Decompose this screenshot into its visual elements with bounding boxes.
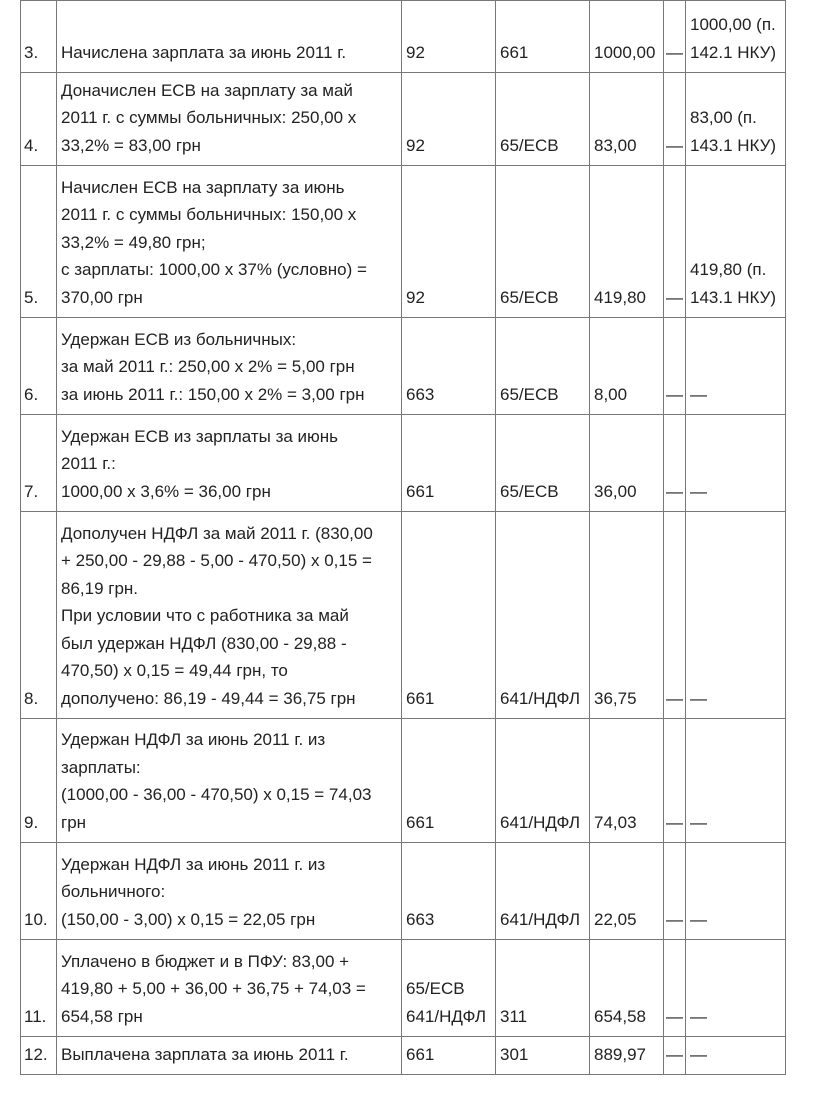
accounting-dash: — [664,318,686,415]
debit-account: 65/ЕСВ 641/НДФЛ [402,940,496,1037]
debit-account: 92 [402,166,496,318]
tax-accounting: — [686,719,786,843]
accounting-entries-table [20,0,786,1075]
debit-account: 661 [402,719,496,843]
table-row [21,512,786,719]
credit-account: 641/НДФЛ [496,719,590,843]
tax-accounting: 419,80 (п. 143.1 НКУ) [686,166,786,318]
amount: 1000,00 [590,1,664,73]
credit-account: 641/НДФЛ [496,512,590,719]
table-row [21,1037,786,1075]
row-number: 6. [21,318,57,415]
tax-accounting: — [686,415,786,512]
amount: 36,00 [590,415,664,512]
tax-accounting: — [686,940,786,1037]
table-row [21,318,786,415]
tax-accounting: 83,00 (п. 143.1 НКУ) [686,73,786,166]
credit-account: 661 [496,1,590,73]
table-row [21,415,786,512]
table-row [21,73,786,166]
operation-description: Удержан НДФЛ за июнь 2011 г. из зарплаты: (1000,00 - 36,00 - 470,50) х 0,15 = 74,03 грн [57,719,402,843]
debit-account: 661 [402,415,496,512]
operation-description: Уплачено в бюджет и в ПФУ: 83,00 + 419,80 + 5,00 + 36,00 + 36,75 + 74,03 = 654,58 грн [57,940,402,1037]
debit-account: 661 [402,1037,496,1075]
operation-description: Начислен ЕСВ на зарплату за июнь 2011 г. с суммы больничных: 150,00 х 33,2% = 49,80 грн; с зарплаты: 1000,00 х 37% (условно) = 370,00 грн [57,166,402,318]
operation-description: Удержан ЕСВ из зарплаты за июнь 2011 г.: 1000,00 х 3,6% = 36,00 грн [57,415,402,512]
accounting-dash: — [664,940,686,1037]
accounting-dash: — [664,1037,686,1075]
accounting-dash: — [664,843,686,940]
row-number: 11. [21,940,57,1037]
credit-account: 65/ЕСВ [496,415,590,512]
amount: 889,97 [590,1037,664,1075]
table-row [21,166,786,318]
row-number: 8. [21,512,57,719]
amount: 654,58 [590,940,664,1037]
credit-account: 301 [496,1037,590,1075]
operation-description: Доначислен ЕСВ на зарплату за май 2011 г. с суммы больничных: 250,00 х 33,2% = 83,00 грн [57,73,402,166]
table-row [21,719,786,843]
row-number: 9. [21,719,57,843]
operation-description: Выплачена зарплата за июнь 2011 г. [57,1037,402,1075]
row-number: 7. [21,415,57,512]
amount: 22,05 [590,843,664,940]
amount: 8,00 [590,318,664,415]
accounting-dash: — [664,1,686,73]
operation-description: Дополучен НДФЛ за май 2011 г. (830,00 + 250,00 - 29,88 - 5,00 - 470,50) х 0,15 = 86,19 грн. При условии что с работника за май был удержан НДФЛ (830,00 - 29,88 - 470,50) х 0,15 = 49,44 грн, то дополучено: 86,19 - 49,44 = 36,75 грн [57,512,402,719]
row-number: 12. [21,1037,57,1075]
credit-account: 65/ЕСВ [496,166,590,318]
credit-account: 65/ЕСВ [496,73,590,166]
debit-account: 663 [402,318,496,415]
table-row [21,843,786,940]
credit-account: 65/ЕСВ [496,318,590,415]
row-number: 10. [21,843,57,940]
table-row [21,940,786,1037]
amount: 83,00 [590,73,664,166]
row-number: 5. [21,166,57,318]
amount: 74,03 [590,719,664,843]
row-number: 4. [21,73,57,166]
accounting-dash: — [664,719,686,843]
debit-account: 92 [402,1,496,73]
amount: 36,75 [590,512,664,719]
tax-accounting: — [686,843,786,940]
debit-account: 661 [402,512,496,719]
operation-description: Удержан НДФЛ за июнь 2011 г. из больничного: (150,00 - 3,00) х 0,15 = 22,05 грн [57,843,402,940]
amount: 419,80 [590,166,664,318]
accounting-dash: — [664,166,686,318]
accounting-dash: — [664,415,686,512]
accounting-dash: — [664,73,686,166]
accounting-dash: — [664,512,686,719]
debit-account: 92 [402,73,496,166]
operation-description: Удержан ЕСВ из больничных: за май 2011 г.: 250,00 х 2% = 5,00 грн за июнь 2011 г.: 150,00 х 2% = 3,00 грн [57,318,402,415]
credit-account: 311 [496,940,590,1037]
debit-account: 663 [402,843,496,940]
tax-accounting: — [686,512,786,719]
tax-accounting: — [686,1037,786,1075]
tax-accounting: — [686,318,786,415]
operation-description: Начислена зарплата за июнь 2011 г. [57,1,402,73]
table-row [21,1,786,73]
row-number: 3. [21,1,57,73]
credit-account: 641/НДФЛ [496,843,590,940]
tax-accounting: 1000,00 (п. 142.1 НКУ) [686,1,786,73]
